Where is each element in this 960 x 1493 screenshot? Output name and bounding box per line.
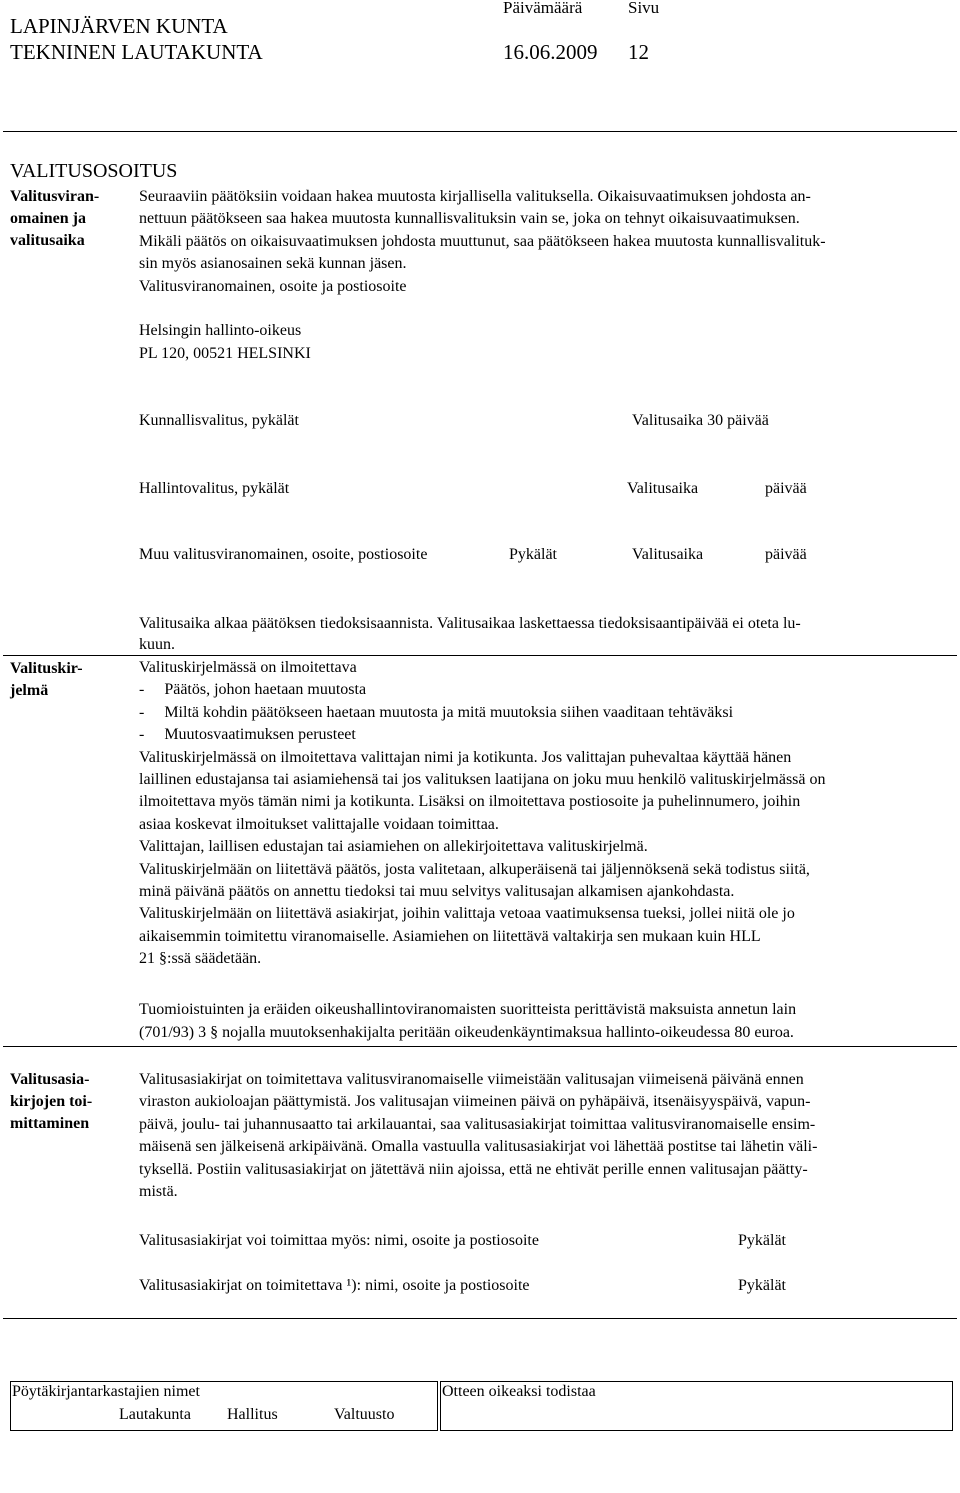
header-divider: [3, 131, 957, 132]
kunnallisvalitus-label: Kunnallisvalitus, pykälät: [139, 412, 299, 429]
section-text-authority: Seuraaviin päätöksiin voidaan hakea muutosta kirjallisella valituksella. Oikaisuvaatimuksen johdosta an- nettuun päätökseen saa hakea muutosta kunnallisvalituksin vain se, joka on tehnyt oikaisuvaatimuksen. Mikäli päätös on oikaisuvaatimuksen johdosta muuttunut, saa päätökseen hakea muutosta kunnallisvalituk- sin myös asianosainen sekä kunnan jäsen. Valitusviranomainen, osoite ja postiosoite: [139, 188, 826, 295]
other-authority-sections: Pykälät: [509, 546, 557, 563]
section-divider-1: [3, 655, 957, 656]
section-divider-2: [3, 1046, 957, 1047]
section-text-appeal-letter: Valituskirjelmässä on ilmoitettava - Päätös, johon haetaan muutosta - Miltä kohdin päätökseen haetaan muutosta ja mitä muutoksia siihen vaaditaan tehtäväksi - Muutosvaatimuksen perusteet Valituskirjelmässä on ilmoitettava valittajan nimi ja kotikunta. Jos valittajan puhevaltaa käyttää hänen laillinen edustajansa tai asiamiehensä tai jos valituksen laatijana on joku muu henkilö valituskirjelmässä on ilmoitettava myös tämän nimi ja kotikunta. Lisäksi on ilmoitettava postiosoite ja puhelinnumero, joihin asiaa koskevat ilmoitukset valittajalle voidaan toimittaa. Valittajan, laillisen edustajan tai asiamiehen on allekirjoitettava valituskirjelmä. Valituskirjelmään on liitettävä päätös, josta valitetaan, alkuperäisenä tai jäljennöksenä sekä todistus siitä, minä päivänä päätös on annettu tiedoksi tai muu selvitys valitusajan alkamisen ajankohdasta. Valituskirjelmään on liitettävä asiakirjat, joihin valittaja vetoaa vaatimuksensa tueksi, jollei niitä ole jo aikaisemmin toimitettu viranomaiselle. Asiamiehen on liitettävä valtakirja sen mukaan kuin HLL 21 §:ssä säädetään.: [139, 659, 826, 968]
hallintovalitus-days: päivää: [765, 480, 807, 497]
date-label: Päivämäärä: [503, 0, 583, 17]
hallintovalitus-time: Valitusaika: [627, 480, 699, 497]
board-hallitus: Hallitus: [227, 1406, 278, 1423]
kunnallisvalitus-time: Valitusaika 30 päivää: [632, 412, 769, 429]
authority-name: Helsingin hallinto-oikeus: [139, 322, 302, 339]
authority-address: PL 120, 00521 HELSINKI: [139, 345, 311, 362]
other-authority-time: Valitusaika: [632, 546, 704, 563]
examiners-box: [10, 1381, 438, 1431]
page-label: Sivu: [628, 0, 660, 17]
section-text-delivery: Valitusasiakirjat on toimitettava valitusviranomaiselle viimeistään valitusajan viimeisenä päivänä ennen viraston aukioloajan päättymistä. Jos valitusajan viimeinen päivä on pyhäpäivä, itsenäisyyspäivä, vapun- päivä, joulu- tai juhannusaatto tai arkilauantai, saa valitusasiakirjat toimittaa valitusviranomaiselle ensim- mäisenä sen jälkeisenä arkipäivänä. Omalla vastuulla valitusasiakirjat voi lähettää postitse tai lähetin väli- tyksellä. Postiin valitusasiakirjat on jätettävä niin ajoissa, että ne ehtivät perille ennen valitusajan päätty- mistä.: [139, 1071, 818, 1201]
page-number: 12: [628, 40, 649, 64]
other-authority-days: päivää: [765, 546, 807, 563]
other-authority-label: Muu valitusviranomainen, osoite, postiosoite: [139, 546, 428, 563]
also-deliver-label: Valitusasiakirjat voi toimittaa myös: nimi, osoite ja postiosoite: [139, 1232, 539, 1249]
certification-label: Otteen oikeaksi todistaa: [442, 1383, 596, 1400]
certification-box: [440, 1381, 953, 1431]
section-label-appeal-letter: Valituskir- jelmä: [10, 660, 83, 699]
examiners-label: Pöytäkirjantarkastajien nimet: [12, 1383, 200, 1400]
section-divider-3: [3, 1318, 957, 1319]
document-date: 16.06.2009: [503, 40, 598, 64]
org-name: LAPINJÄRVEN KUNTA: [10, 14, 228, 38]
section-label-delivery: Valitusasia- kirjojen toi- mittaminen: [10, 1071, 93, 1132]
must-deliver-label: Valitusasiakirjat on toimitettava ¹): nimi, osoite ja postiosoite: [139, 1277, 530, 1294]
board-valtuusto: Valtuusto: [334, 1406, 395, 1423]
page-title: VALITUSOSOITUS: [10, 160, 178, 182]
section-label-authority: Valitusviran- omainen ja valitusaika: [10, 188, 100, 249]
court-fee-text: Tuomioistuinten ja eräiden oikeushallintoviranomaisten suoritteista perittävistä maksuista annetun lain (701/93) 3 § nojalla muutoksenhakijalta peritään oikeudenkäyntimaksua hallinto-oikeudessa 80 euroa.: [139, 1001, 797, 1041]
hallintovalitus-label: Hallintovalitus, pykälät: [139, 480, 290, 497]
board-name: TEKNINEN LAUTAKUNTA: [10, 40, 263, 64]
board-lautakunta: Lautakunta: [119, 1406, 191, 1423]
appeal-period-start: Valitusaika alkaa päätöksen tiedoksisaannista. Valitusaikaa laskettaessa tiedoksisaantipäivää ei oteta lu- kuun.: [139, 615, 801, 653]
also-deliver-sections: Pykälät: [738, 1232, 786, 1249]
must-deliver-sections: Pykälät: [738, 1277, 786, 1294]
